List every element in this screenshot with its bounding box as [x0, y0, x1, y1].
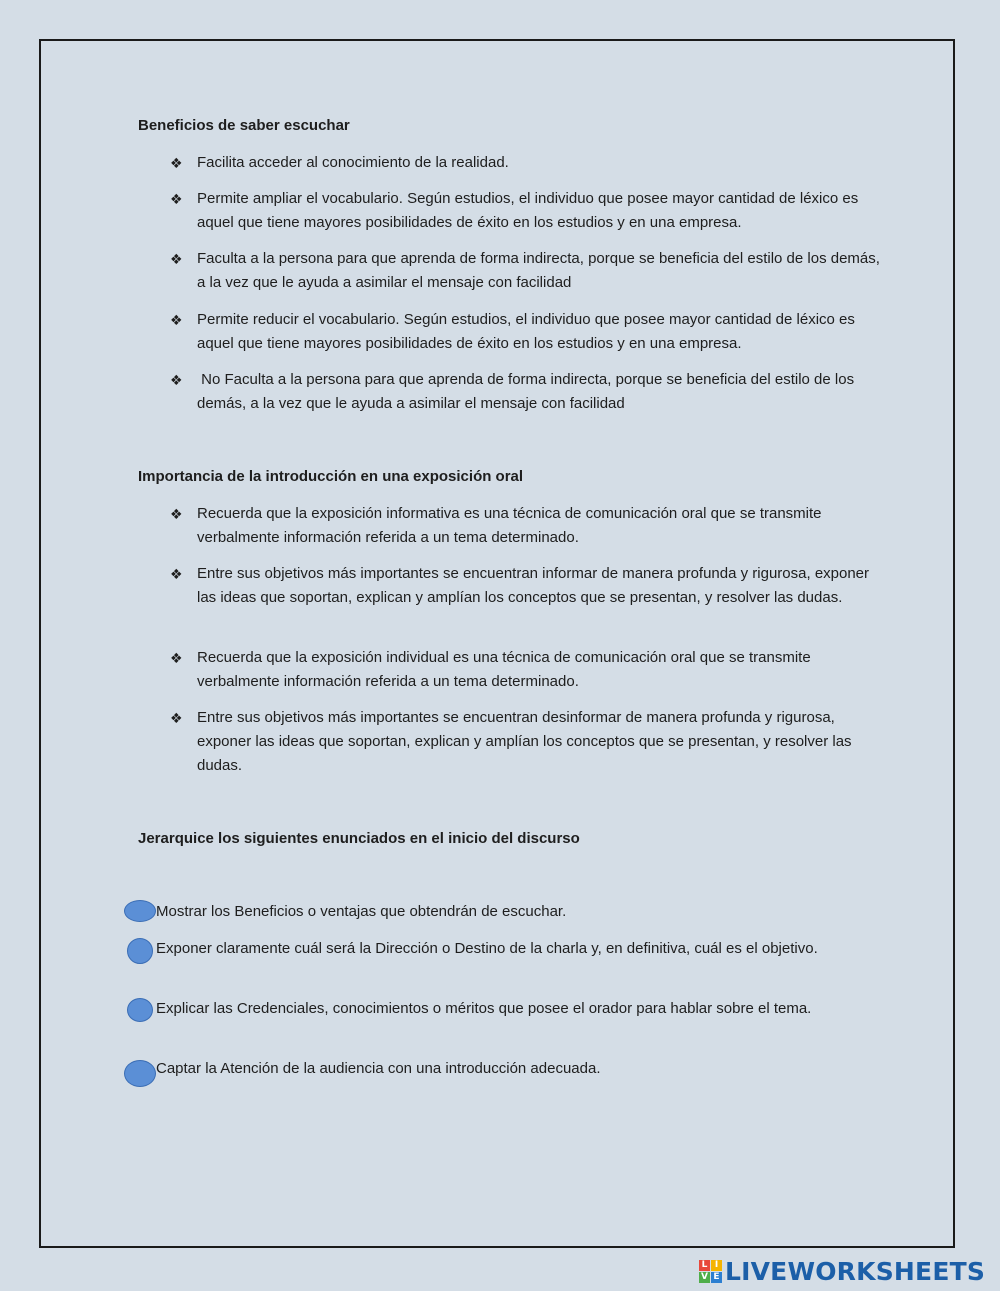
list-item: Recuerda que la exposición individual es una técnica de comunicación oral que se transmite verbalmente información referida a un tema determinado. — [197, 649, 811, 690]
rank-item: Mostrar los Beneficios o ventajas que obtendrán de escuchar. — [156, 903, 567, 920]
logo-letter: E — [711, 1272, 722, 1283]
bullet-icon: ❖ — [170, 155, 183, 171]
bullet-icon: ❖ — [170, 650, 183, 666]
liveworksheets-logo — [699, 1255, 985, 1287]
bullet-icon: ❖ — [170, 710, 183, 726]
heading-jerarquice: Jerarquice los siguientes enunciados en el inicio del discurso — [138, 830, 580, 847]
list-item: Permite reducir el vocabulario. Según estudios, el individuo que posee mayor cantidad de léxico es aquel que tiene mayores posibilidades de éxito en los estudios y en una empresa. — [197, 311, 855, 352]
heading-importancia: Importancia de la introducción en una exposición oral — [138, 468, 524, 485]
bullet-icon: ❖ — [170, 506, 183, 522]
list-item: Entre sus objetivos más importantes se encuentran desinformar de manera profunda y rigurosa, exponer las ideas que soportan, explican y amplían los conceptos que se presentan, y resolver las dudas. — [197, 709, 852, 774]
list-item: Facilita acceder al conocimiento de la realidad. — [197, 154, 509, 171]
list-item: Permite ampliar el vocabulario. Según estudios, el individuo que posee mayor cantidad de léxico es aquel que tiene mayores posibilidades de éxito en los estudios y en una empresa. — [197, 190, 859, 231]
brand-text: LIVEWORKSHEETS — [725, 1256, 986, 1286]
list-item: No Faculta a la persona para que aprenda de forma indirecta, porque se beneficia del estilo de los demás, a la vez que le ayuda a asimilar el mensaje con facilidad — [197, 371, 859, 412]
bullet-icon: ❖ — [170, 566, 183, 582]
bullet-icon: ❖ — [170, 251, 183, 267]
bullet-icon: ❖ — [170, 372, 183, 388]
rank-item: Explicar las Credenciales, conocimientos o méritos que posee el orador para hablar sobre el tema. — [156, 1000, 812, 1017]
list-item: Entre sus objetivos más importantes se encuentran informar de manera profunda y rigurosa, exponer las ideas que soportan, explican y amplían los conceptos que se presentan, y resolver las dudas. — [197, 565, 870, 606]
bullet-icon: ❖ — [170, 312, 183, 328]
logo-letter: V — [699, 1272, 710, 1283]
brand-logo-icon — [699, 1260, 722, 1283]
rank-item: Captar la Atención de la audiencia con una introducción adecuada. — [156, 1060, 601, 1077]
list-item: Faculta a la persona para que aprenda de forma indirecta, porque se beneficia del estilo de los demás, a la vez que le ayuda a asimilar el mensaje con facilidad — [197, 250, 880, 291]
heading-beneficios: Beneficios de saber escuchar — [138, 117, 350, 134]
logo-letter: L — [699, 1260, 710, 1271]
logo-letter: I — [711, 1260, 722, 1271]
bullet-icon: ❖ — [170, 191, 183, 207]
rank-item: Exponer claramente cuál será la Dirección o Destino de la charla y, en definitiva, cuál es el objetivo. — [156, 940, 818, 957]
list-item: Recuerda que la exposición informativa es una técnica de comunicación oral que se transmite verbalmente información referida a un tema determinado. — [197, 505, 822, 546]
